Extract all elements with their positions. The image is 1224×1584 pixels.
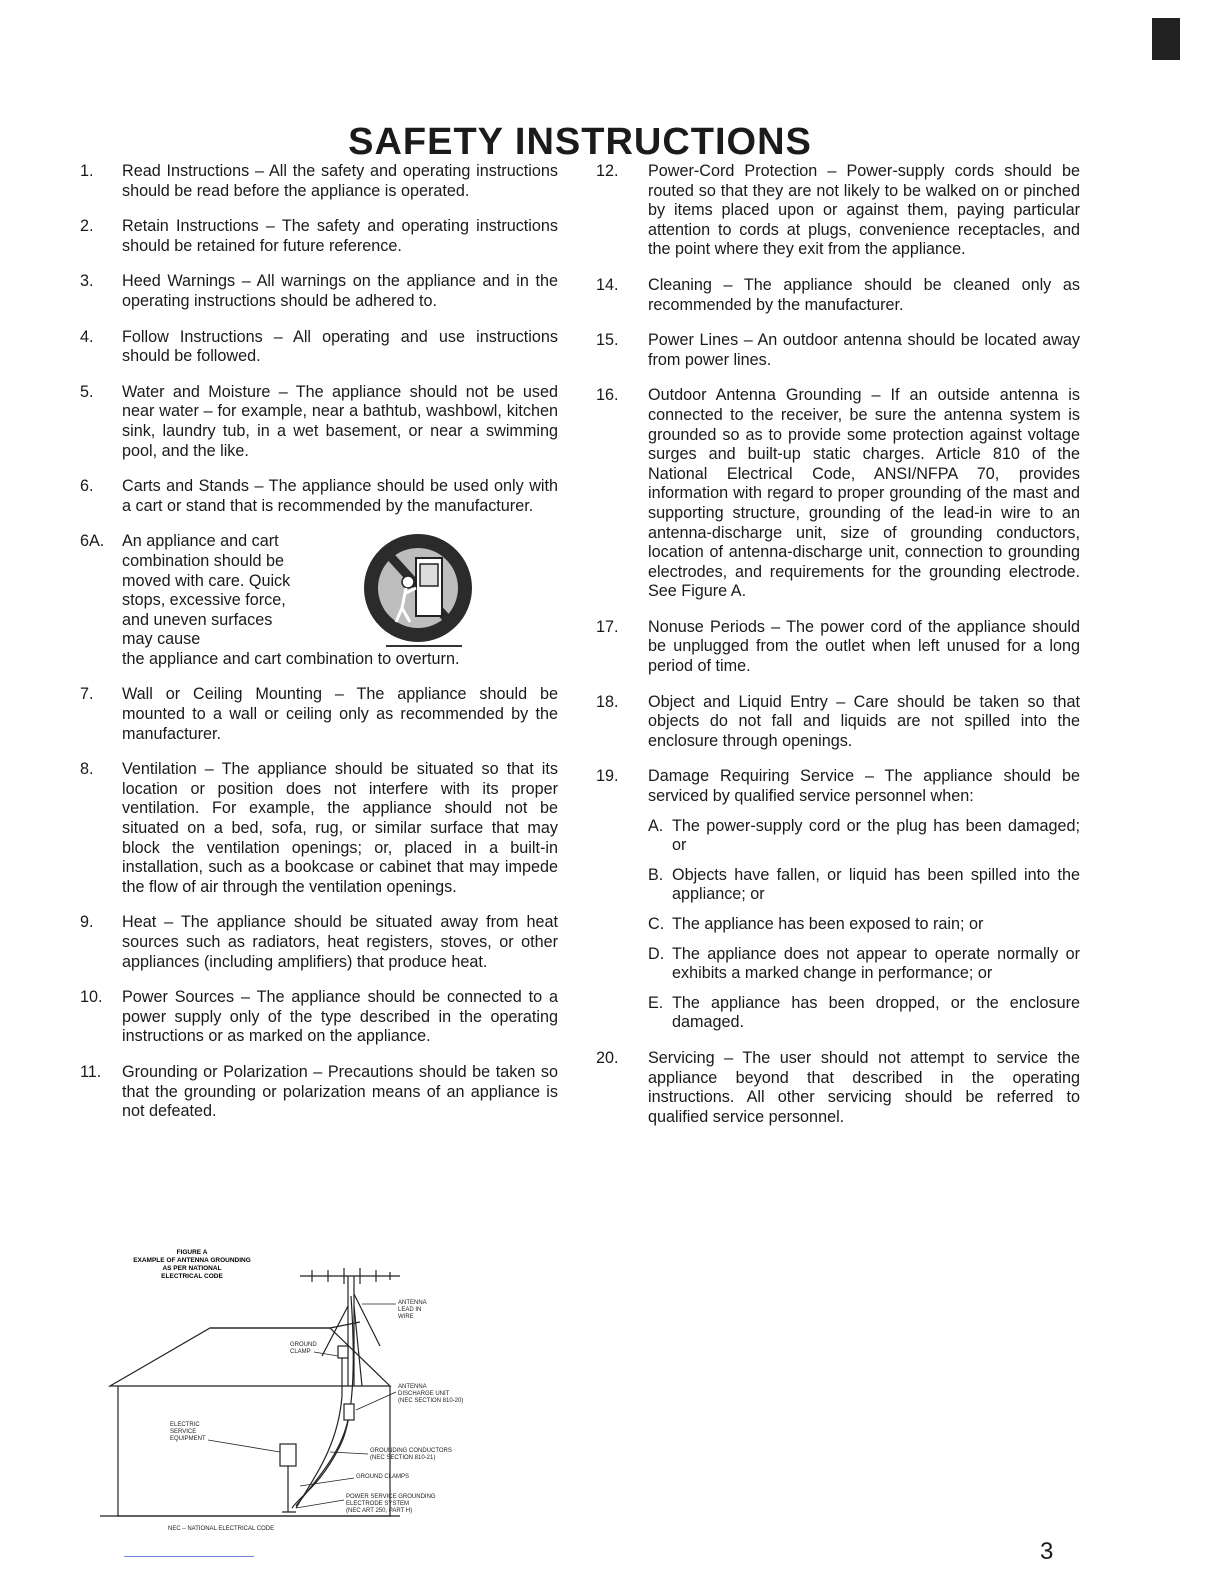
sub-item — [648, 817, 1080, 856]
list-item — [80, 685, 558, 744]
list-item — [80, 272, 558, 311]
item-6a-continued-text: the appliance and cart combination to overturn. — [122, 649, 460, 668]
list-item — [596, 162, 1080, 260]
sub-item-letter: C. — [648, 915, 665, 933]
sub-item — [648, 945, 1080, 984]
list-item — [80, 217, 558, 256]
figure-label: WIRE — [398, 1314, 414, 1320]
item-text: Water and Moisture – The appliance should not be used near water – for example, near a bathtub, washbowl, kitchen sink, laundry tub, in a wet basement, or near a swimming pool, and the like. — [122, 382, 558, 460]
sub-item-text: The appliance does not appear to operate normally or exhibits a marked change in performance; or — [672, 944, 1080, 983]
item-text: Heat – The appliance should be situated away from heat sources such as radiators, heat registers, stoves, or other appliances (including amplifiers) that produce heat. — [122, 913, 558, 971]
item-text: Power-Cord Protection – Power-supply cords should be routed so that they are not likely to be walked on or pinched by items placed upon or against them, paying particular attention to cords at plugs, convenience receptacles, and the point where they exit from the appliance. — [648, 162, 1080, 259]
figure-label: SERVICE — [170, 1429, 197, 1435]
item-number: 11. — [80, 1062, 102, 1081]
item-number: 14. — [596, 275, 619, 294]
item-number: 10. — [80, 988, 103, 1007]
item-text: Carts and Stands – The appliance should be used only with a cart or stand that is recommended by the manufacturer. — [122, 477, 558, 515]
item-text: Follow Instructions – All operating and use instructions should be followed. — [122, 327, 558, 366]
item-19-body — [648, 767, 1080, 1033]
item-6a-wrapped-text: An appliance and cart combination should be moved with care. Quick stops, excessive force, and uneven surfaces may cause — [122, 532, 291, 649]
item-text: Wall or Ceiling Mounting – The appliance should be mounted to a wall or ceiling only as recommended by the manufacturer. — [122, 685, 558, 743]
item-number: 18. — [596, 692, 619, 711]
figure-label: ELECTRIC — [170, 1422, 200, 1428]
page-number: 3 — [1040, 1538, 1054, 1565]
figure-label: CLAMP — [290, 1349, 311, 1355]
figure-label: NEC – NATIONAL ELECTRICAL CODE — [168, 1526, 275, 1532]
item-text: Ventilation – The appliance should be situated so that its location or position does not interfere with its proper ventilation. For example, the appliance should not be situated on a bed, sofa, rug, or similar surface that may block the ventilation openings; or, placed in a built-in installation, such as a bookcase or cabinet that may impede the flow of air through the ventilation openings. — [122, 760, 558, 896]
item-number: 15. — [596, 331, 619, 350]
figure-label: GROUNDING CONDUCTORS — [370, 1448, 452, 1454]
list-item-19 — [596, 767, 1080, 1033]
list-item — [596, 693, 1080, 752]
item-text: Power Sources – The appliance should be connected to a power supply only of the type described in the operating instructions or as marked on the appliance. — [122, 988, 558, 1046]
figure-label: ANTENNA — [398, 1300, 427, 1306]
list-item — [596, 331, 1080, 370]
list-item — [80, 477, 558, 516]
item-text: Damage Requiring Service – The appliance should be serviced by qualified service personnel when: — [648, 767, 1080, 806]
item-number: 8. — [80, 760, 94, 779]
item-number: 4. — [80, 327, 94, 346]
corner-scan-mark — [1152, 18, 1180, 60]
item-number: 20. — [596, 1048, 619, 1067]
sub-item — [648, 915, 1080, 935]
figure-label: DISCHARGE UNIT — [398, 1391, 450, 1397]
antenna-grounding-figure — [100, 1246, 500, 1546]
figure-label: POWER SERVICE GROUNDING — [346, 1494, 436, 1500]
list-item — [80, 1063, 558, 1122]
item-text: Object and Liquid Entry – Care should be taken so that objects do not fall and liquids are not spilled into the enclosure through openings. — [648, 692, 1080, 750]
sub-item — [648, 866, 1080, 905]
list-item — [80, 760, 558, 897]
figure-label: GROUND CLAMPS — [356, 1474, 410, 1480]
item-number: 12. — [596, 162, 619, 180]
item-number: 1. — [80, 162, 94, 180]
list-item — [80, 383, 558, 461]
list-item — [80, 328, 558, 367]
item-number: 6. — [80, 477, 94, 496]
item-number: 9. — [80, 913, 94, 932]
list-item — [596, 276, 1080, 315]
figure-label: (NEC SECTION 810-21) — [370, 1455, 436, 1461]
figure-label: GROUND — [290, 1342, 317, 1348]
item-text: Read Instructions – All the safety and operating instructions should be read before the appliance is operated. — [122, 162, 558, 200]
figure-label: ANTENNA — [398, 1384, 427, 1390]
figure-caption-line: AS PER NATIONAL — [162, 1265, 222, 1272]
left-column — [80, 162, 558, 1138]
right-column — [596, 162, 1080, 1143]
list-item — [80, 162, 558, 201]
sub-item-letter: D. — [648, 944, 665, 963]
figure-label: LEAD IN — [398, 1307, 422, 1313]
sub-item-letter: B. — [648, 865, 664, 884]
figure-label: (NEC SECTION 810-20) — [398, 1398, 464, 1404]
item-text: Power Lines – An outdoor antenna should be located away from power lines. — [648, 331, 1080, 369]
item-text: Grounding or Polarization – Precautions should be taken so that the grounding or polarization means of an appliance is not defeated. — [122, 1062, 558, 1121]
figure-label: (NEC ART 250, PART H) — [346, 1508, 413, 1514]
figure-caption — [133, 1249, 251, 1280]
figure-caption-line: FIGURE A — [176, 1249, 208, 1256]
item-text: Outdoor Antenna Grounding – If an outside antenna is connected to the receiver, be sure the antenna system is grounded so as to provide some protection against voltage surges and built-up static charges. Article 810 of the National Electrical Code, ANSI/NFPA 70, provides information with regard to proper grounding of the mast and supporting structure, grounding of the lead-in wire to an antenna-discharge unit, size of grounding conductors, location of antenna-discharge unit, connection to grounding electrodes, and requirements for the grounding electrode. See Figure A. — [648, 386, 1080, 601]
sub-item-letter: E. — [648, 993, 664, 1012]
figure-label: EQUIPMENT — [170, 1436, 206, 1442]
figure-labels — [168, 1300, 463, 1532]
sub-item-text: Objects have fallen, or liquid has been spilled into the appliance; or — [672, 865, 1080, 904]
item-text: Retain Instructions – The safety and operating instructions should be retained for future reference. — [122, 217, 558, 255]
item-6a-body — [122, 532, 558, 669]
item-number: 16. — [596, 386, 619, 405]
antenna-mast — [300, 1268, 400, 1386]
item-number: 2. — [80, 217, 94, 236]
sub-item-letter: A. — [648, 816, 664, 835]
item-number: 3. — [80, 272, 94, 291]
sub-item-text: The appliance has been dropped, or the enclosure damaged. — [672, 993, 1080, 1032]
list-item — [80, 913, 558, 972]
item-number: 5. — [80, 382, 94, 401]
sub-item-text: The appliance has been exposed to rain; or — [672, 915, 984, 933]
figure-caption-line: ELECTRICAL CODE — [161, 1273, 223, 1280]
bottom-rule — [124, 1556, 254, 1557]
list-item — [596, 618, 1080, 677]
item-text: Servicing – The user should not attempt to service the appliance beyond that described in the operating instructions. All other servicing should be referred to qualified service personnel. — [648, 1048, 1080, 1126]
item-text: Cleaning – The appliance should be cleaned only as recommended by the manufacturer. — [648, 275, 1080, 314]
sub-item — [648, 994, 1080, 1033]
list-item — [80, 988, 558, 1047]
figure-label: ELECTRODE SYSTEM — [346, 1501, 410, 1507]
figure-caption-line: EXAMPLE OF ANTENNA GROUNDING — [133, 1257, 251, 1264]
list-item-6a — [80, 532, 558, 669]
page-title: SAFETY INSTRUCTIONS — [348, 121, 812, 164]
item-text: Heed Warnings – All warnings on the appliance and in the operating instructions should be adhered to. — [122, 272, 558, 310]
item-number: 6A. — [80, 532, 105, 551]
list-item — [596, 1049, 1080, 1127]
house-drawing — [100, 1322, 400, 1516]
list-item — [596, 386, 1080, 602]
cart-warning-icon — [350, 526, 500, 656]
item-text: Nonuse Periods – The power cord of the appliance should be unplugged from the outlet when left unused for a long period of time. — [648, 617, 1080, 676]
item-number: 19. — [596, 767, 619, 786]
item-number: 7. — [80, 685, 94, 704]
sub-item-text: The power-supply cord or the plug has been damaged; or — [672, 816, 1080, 855]
item-number: 17. — [596, 617, 619, 636]
